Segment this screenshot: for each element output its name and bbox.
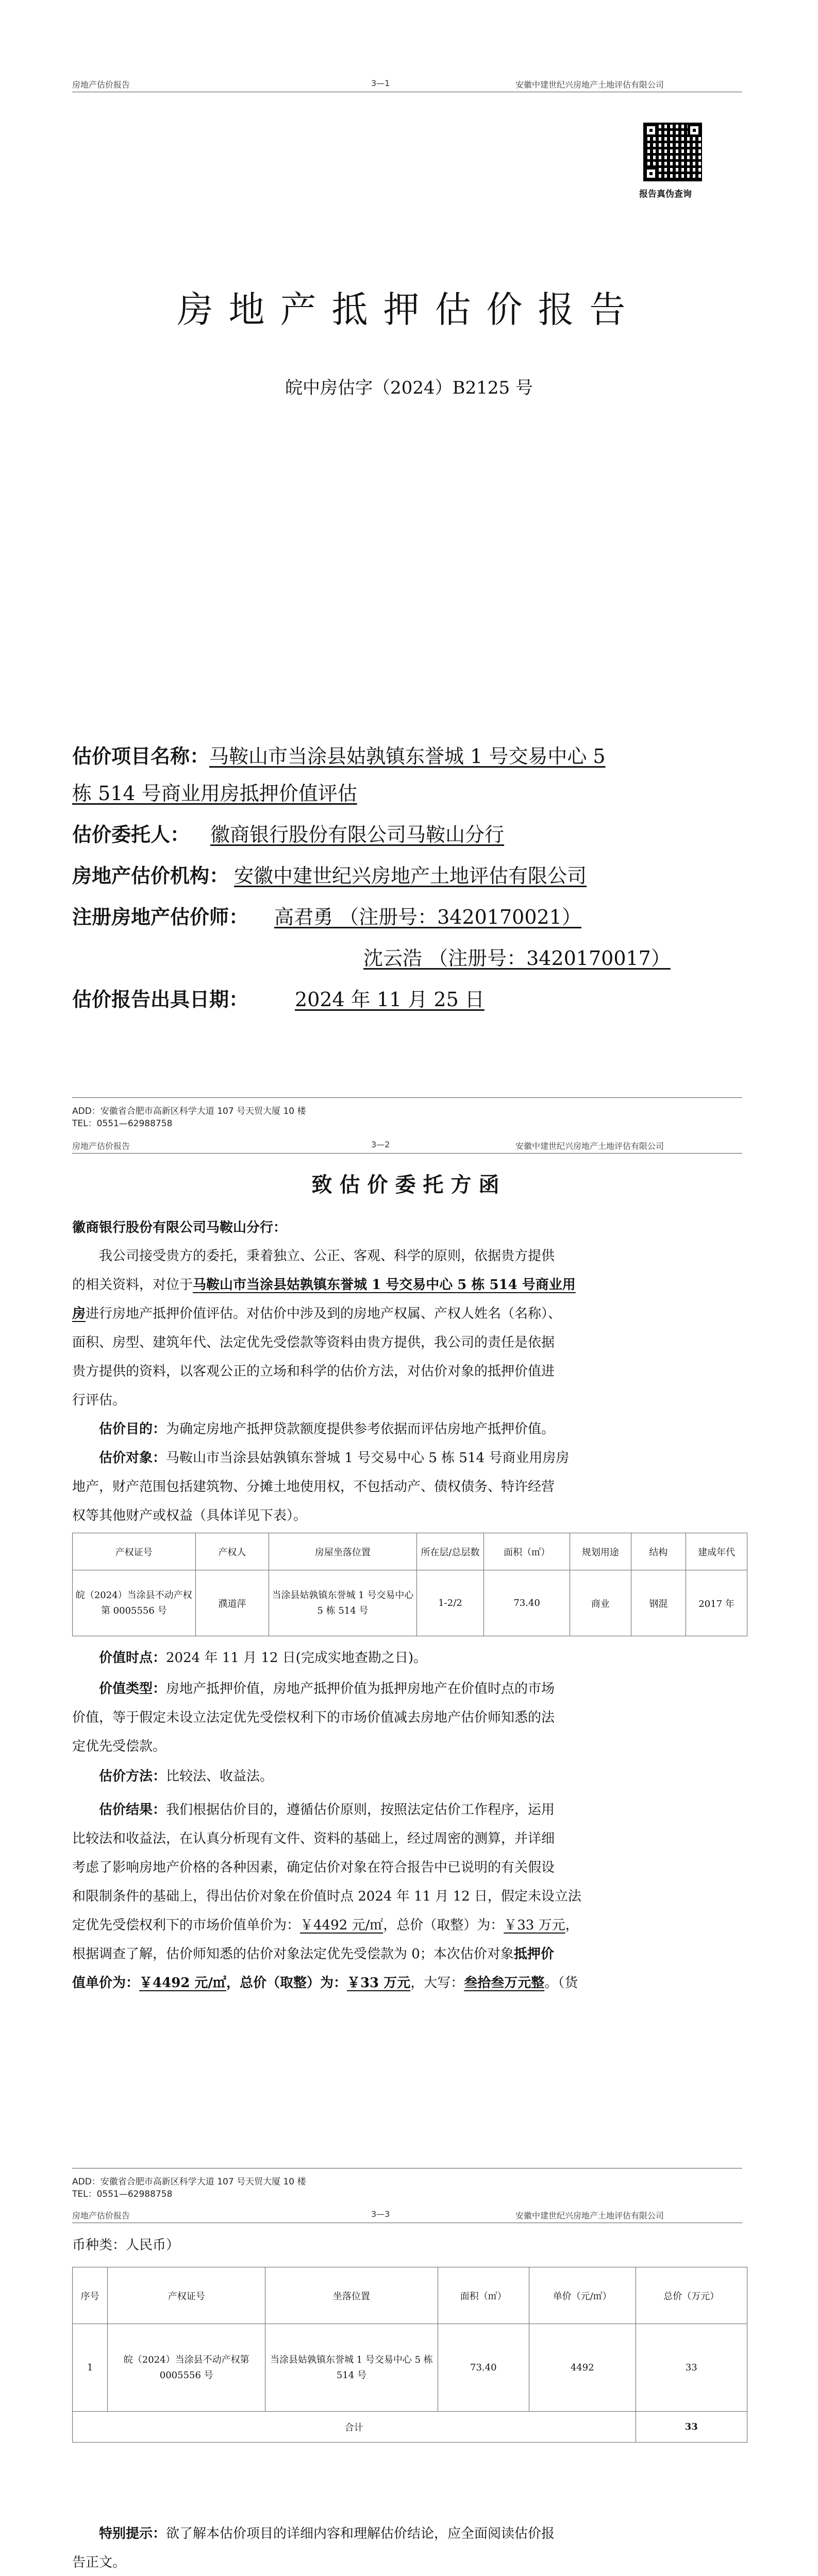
project-name-value-1: 马鞍山市当涂县姑孰镇东誉城 1 号交易中心 5 — [209, 745, 606, 768]
client-label: 估价委托人： — [72, 823, 190, 846]
page2-header-center: 3—2 — [371, 1140, 390, 1149]
object-paragraph: 估价对象：马鞍山市当涂县姑孰镇东誉城 1 号交易中心 5 栋 514 号商业用房房 地产，财产范围包括建筑物、分摊土地使用权，不包括动产、债权债务、特许经营 权等其他财产或权益（具体详见下表）。 — [72, 1450, 570, 1523]
para1-line-a: 我公司接受贵方的委托，秉着独立、公正、客观、科学的原则，依据贵方提供 — [99, 1248, 555, 1264]
agency-label: 房地产估价机构： — [72, 864, 229, 887]
page3-header-right: 安徽中建世纪兴房地产土地评估有限公司 — [515, 2211, 664, 2221]
appraiser-row-2 — [363, 944, 671, 973]
page2-header-rule — [72, 1153, 742, 1154]
appraiser-label: 注册房地产估价师： — [72, 905, 249, 928]
page1-header-left: 房地产估价报告 — [72, 80, 130, 90]
date-value: 2024 年 11 月 25 日 — [295, 988, 485, 1011]
appraiser-row — [72, 903, 581, 931]
para1-line-b: 的相关资料，对位于马鞍山市当涂县姑孰镇东誉城 1 号交易中心 5 栋 514 号商业用 — [72, 1277, 576, 1293]
report-number: 皖中房估字（2024）B2125 号 — [285, 378, 533, 398]
page2-footer-address: ADD：安徽省合肥市高新区科学大道 107 号天贸大厦 10 楼 — [72, 2177, 306, 2187]
report-title: 房地产抵押估价报告 — [177, 289, 641, 331]
method-paragraph: 估价方法：比较法、收益法。 — [99, 1769, 274, 1784]
project-name-row — [72, 742, 742, 771]
result-table-total: 合计 33 — [73, 2412, 747, 2443]
page3-header-center: 3—3 — [371, 2209, 390, 2219]
page2-header-left: 房地产估价报告 — [72, 1141, 130, 1151]
purpose-paragraph: 估价目的：为确定房地产抵押贷款额度提供参考依据而评估房地产抵押价值。 — [99, 1421, 555, 1437]
letter-paragraph-1 — [72, 1242, 747, 1415]
result-table-header: 序号 产权证号 坐落位置 面积（㎡） 单价（元/㎡） 总价（万元） — [73, 2267, 747, 2324]
date-label: 估价报告出具日期： — [72, 988, 249, 1011]
page1-header-center: 3—1 — [371, 78, 390, 88]
page2-header-right: 安徽中建世纪兴房地产土地评估有限公司 — [515, 1141, 664, 1151]
currency-note: 币种类：人民币） — [72, 2238, 180, 2253]
date-row — [72, 985, 485, 1014]
page1-footer-rule — [72, 1097, 742, 1098]
valuation-result-table — [72, 2267, 747, 2443]
letter-salutation: 徽商银行股份有限公司马鞍山分行： — [72, 1220, 287, 1235]
page3-header-left: 房地产估价报告 — [72, 2211, 130, 2221]
page1-header-right: 安徽中建世纪兴房地产土地评估有限公司 — [515, 80, 664, 90]
project-name-value-2: 栋 514 号商业用房抵押价值评估 — [72, 782, 357, 805]
property-table-row: 皖（2024）当涂县不动产权第 0005556 号 濮道萍 当涂县姑孰镇东誉城 1 号交易中心 5 栋 514 号 1-2/2 73.40 商业 钢混 2017 年 — [73, 1570, 747, 1636]
value-type-paragraph: 价值类型：房地产抵押价值，房地产抵押价值为抵押房地产在价值时点的市场 价值，等于假定未设立法定优先受偿权利下的市场价值减去房地产估价师知悉的法 定优先受偿款。 — [72, 1681, 555, 1754]
property-table — [72, 1533, 747, 1636]
agency-row — [72, 861, 587, 890]
result-paragraph: 估价结果：我们根据估价目的，遵循估价原则，按照法定估价工作程序，运用 比较法和收益法，在认真分析现有文件、资料的基础上，经过周密的测算，并详细 考虑了影响房地产价格的各种因素，确定估价对象在符合报告中已说明的有关假设 和限制条件的基础上，得出估价对象在价值时点 2024 年 11 月 12 日，假定未设立法 定优先受偿权利下的市场价值单价为：￥4492 元/㎡，总价（取整）为：￥33 万元， 根据调查了解，估价师知悉的估价对象法定优先受偿款为 0；本次估价对象抵押价 值单价为：￥4492 元/㎡，总价（取整）为：￥33 万元，大写：叁拾叁万元整。（货 — [72, 1802, 581, 1991]
page1-footer-address: ADD：安徽省合肥市高新区科学大道 107 号天贸大厦 10 楼 — [72, 1106, 306, 1116]
property-table-header: 产权证号 产权人 房屋坐落位置 所在层/总层数 面积（㎡） 规划用途 结构 建成年代 — [73, 1533, 747, 1570]
client-row — [72, 820, 504, 849]
para1-line-f: 贵方提供的资料，以客观公正的立场和科学的估价方法，对估价对象的抵押价值进 — [72, 1364, 555, 1379]
result-table-row: 1 皖（2024）当涂县不动产权第 0005556 号 当涂县姑孰镇东誉城 1 号交易中心 5 栋 514 号 73.40 4492 33 — [73, 2324, 747, 2412]
qr-code[interactable] — [643, 123, 702, 181]
appraiser-2: 沈云浩 （注册号：3420170017） — [363, 947, 671, 970]
para1-line-e: 面积、房型、建筑年代、法定优先受偿款等资料由贵方提供，我公司的责任是依据 — [72, 1335, 555, 1350]
page2-footer-tel: TEL：0551—62988758 — [72, 2189, 173, 2199]
project-name-row-2 — [72, 779, 742, 808]
page1-footer-tel: TEL：0551—62988758 — [72, 1118, 173, 1129]
valuation-date-paragraph: 价值时点：2024 年 11 月 12 日(完成实地查勘之日)。 — [99, 1650, 427, 1666]
para1-line-c: 房进行房地产抵押价值评估。对估价中涉及到的房地产权属、产权人姓名（名称）、 — [72, 1306, 562, 1321]
appraiser-1: 高君勇 （注册号：3420170021） — [274, 906, 581, 928]
qr-caption: 报告真伪查询 — [639, 189, 692, 199]
client-value: 徽商银行股份有限公司马鞍山分行 — [210, 823, 505, 846]
letter-title: 致估价委托方函 — [311, 1173, 507, 1197]
special-tip: 特别提示：欲了解本估价项目的详细内容和理解估价结论，应全面阅读估价报 告正文。 — [72, 2526, 555, 2570]
para1-line-g: 行评估。 — [72, 1393, 126, 1408]
agency-value: 安徽中建世纪兴房地产土地评估有限公司 — [234, 865, 587, 887]
project-name-label: 估价项目名称： — [72, 744, 210, 768]
